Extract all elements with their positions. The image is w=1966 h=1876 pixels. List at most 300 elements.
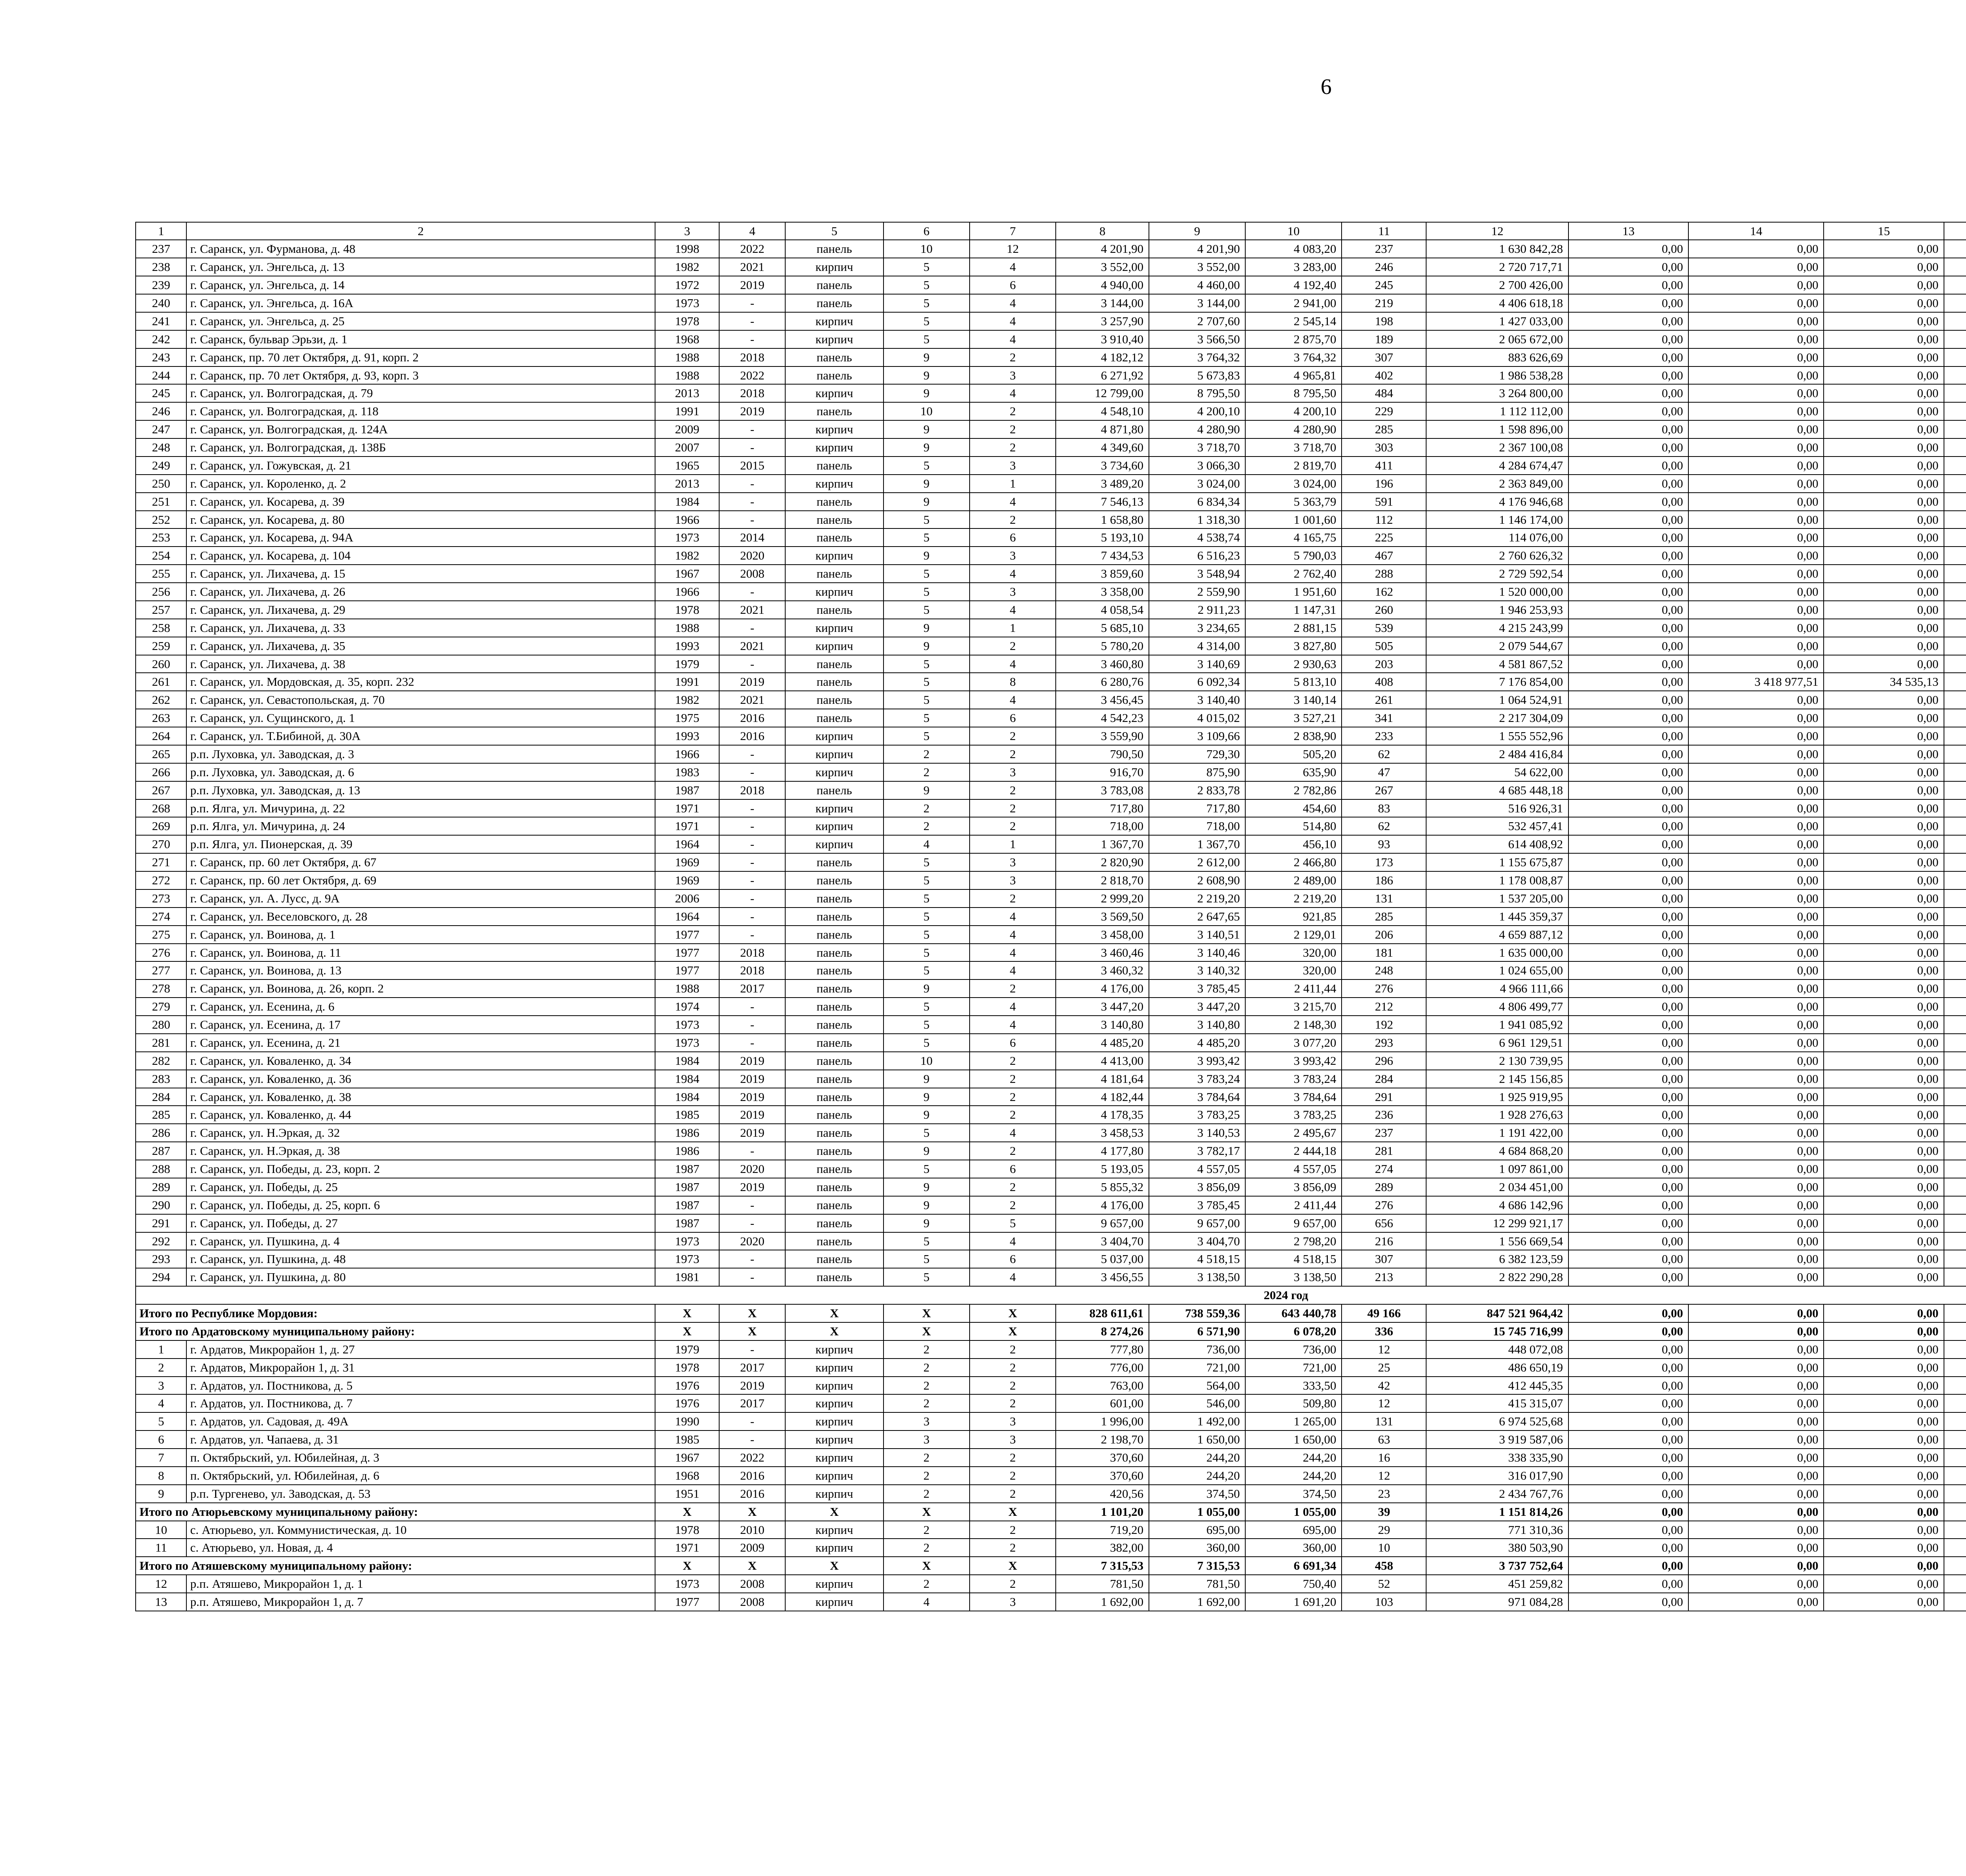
table-cell: 0,00 xyxy=(1568,511,1688,529)
table-cell: 4 177,80 xyxy=(1056,1142,1149,1160)
column-number: 3 xyxy=(655,222,719,240)
table-cell: 1 178 008,87 xyxy=(1426,871,1568,889)
table-cell: 2 xyxy=(884,1467,970,1485)
table-cell: 0,00 xyxy=(1688,1088,1824,1106)
table-cell: 1973 xyxy=(655,1575,719,1593)
table-row xyxy=(136,1539,1966,1557)
table-cell: 370,60 xyxy=(1056,1449,1149,1467)
table-cell: 258 xyxy=(136,619,186,637)
table-cell: 0,00 xyxy=(1568,1142,1688,1160)
address-cell: г. Саранск, ул. Воинова, д. 1 xyxy=(186,926,655,944)
table-cell: 6 xyxy=(970,1250,1056,1268)
table-cell: 54 622,00 xyxy=(1426,763,1568,781)
table-cell: 0,00 xyxy=(1688,348,1824,366)
table-cell: панель xyxy=(785,493,884,511)
table-cell: кирпич xyxy=(785,1394,884,1412)
table-cell: панель xyxy=(785,655,884,673)
table-cell: панель xyxy=(785,1196,884,1214)
table-cell: 288 xyxy=(1342,565,1426,583)
table-cell: 250 xyxy=(136,475,186,493)
table-cell: 1 986 538,28 xyxy=(1426,366,1568,385)
address-cell: с. Атюрьево, ул. Новая, д. 4 xyxy=(186,1539,655,1557)
table-cell: 0,00 xyxy=(1824,1124,1944,1142)
table-cell: 2 941,00 xyxy=(1245,294,1342,312)
table-cell: 2 xyxy=(970,1485,1056,1503)
table-cell: 5 xyxy=(884,944,970,962)
table-cell: 0,00 xyxy=(1568,420,1688,438)
table-cell: 0,00 xyxy=(1568,619,1688,637)
table-cell xyxy=(1944,944,1966,962)
subtotal-cell: X xyxy=(970,1304,1056,1322)
table-cell: 591 xyxy=(1342,493,1426,511)
table-cell xyxy=(1944,1034,1966,1052)
table-cell xyxy=(1944,475,1966,493)
table-cell: 1979 xyxy=(655,1340,719,1359)
table-cell: 374,50 xyxy=(1245,1485,1342,1503)
table-cell: - xyxy=(719,1196,785,1214)
table-cell: 4 xyxy=(970,1232,1056,1250)
table-cell: 291 xyxy=(136,1214,186,1232)
table-cell: 1 112 112,00 xyxy=(1426,402,1568,420)
table-cell xyxy=(1944,366,1966,385)
table-cell: 12 xyxy=(136,1575,186,1593)
table-cell: 261 xyxy=(136,673,186,691)
table-cell xyxy=(1944,1467,1966,1485)
table-cell xyxy=(1944,1593,1966,1611)
table-cell: кирпич xyxy=(785,1521,884,1539)
table-row xyxy=(136,1485,1966,1503)
table-cell: 34 535,13 xyxy=(1824,673,1944,691)
table-cell: 0,00 xyxy=(1568,926,1688,944)
table-cell: 2 xyxy=(970,348,1056,366)
table-row xyxy=(136,1088,1966,1106)
table-cell: 282 xyxy=(136,1052,186,1070)
table-cell: 3 xyxy=(970,366,1056,385)
subtotal-cell: X xyxy=(970,1503,1056,1521)
table-cell: 131 xyxy=(1342,889,1426,908)
table-cell: 0,00 xyxy=(1688,438,1824,457)
table-cell: 564,00 xyxy=(1149,1377,1245,1395)
table-cell: 0,00 xyxy=(1688,1142,1824,1160)
table-cell: 0,00 xyxy=(1568,402,1688,420)
table-cell: 4 542,23 xyxy=(1056,709,1149,727)
table-cell: 12 299 921,17 xyxy=(1426,1214,1568,1232)
table-cell: 3 024,00 xyxy=(1245,475,1342,493)
table-cell: 0,00 xyxy=(1568,1088,1688,1106)
table-cell: 2 782,86 xyxy=(1245,781,1342,799)
table-cell: 2 484 416,84 xyxy=(1426,745,1568,763)
table-cell: 0,00 xyxy=(1688,1016,1824,1034)
table-cell: 4 215 243,99 xyxy=(1426,619,1568,637)
table-cell: 1984 xyxy=(655,493,719,511)
table-cell: 0,00 xyxy=(1824,565,1944,583)
column-number: 15 xyxy=(1824,222,1944,240)
table-cell: 273 xyxy=(136,889,186,908)
table-cell: 2008 xyxy=(719,1575,785,1593)
table-cell: 2 xyxy=(884,745,970,763)
subtotal-cell xyxy=(1944,1503,1966,1521)
table-cell: 4 557,05 xyxy=(1149,1160,1245,1178)
table-cell: 0,00 xyxy=(1824,998,1944,1016)
table-cell: 2 xyxy=(970,1521,1056,1539)
table-cell xyxy=(1944,1575,1966,1593)
table-cell: 5 xyxy=(884,1232,970,1250)
table-cell: 1964 xyxy=(655,835,719,853)
table-cell xyxy=(1944,961,1966,979)
table-cell: 1976 xyxy=(655,1394,719,1412)
table-cell: 3 358,00 xyxy=(1056,583,1149,601)
table-cell: 5 xyxy=(884,565,970,583)
table-cell: 2 762,40 xyxy=(1245,565,1342,583)
table-cell: 3 418 977,51 xyxy=(1688,673,1824,691)
table-row xyxy=(136,240,1966,258)
table-cell: 3 559,90 xyxy=(1056,727,1149,745)
table-cell: 271 xyxy=(136,853,186,871)
year-label: 2024 год xyxy=(136,1286,1966,1304)
table-cell: 287 xyxy=(136,1142,186,1160)
table-cell: кирпич xyxy=(785,258,884,276)
table-cell: 1985 xyxy=(655,1430,719,1449)
subtotal-label: Итого по Республике Мордовия: xyxy=(136,1304,655,1322)
table-cell: 0,00 xyxy=(1824,619,1944,637)
table-cell: 12 xyxy=(1342,1394,1426,1412)
table-cell: 1974 xyxy=(655,998,719,1016)
table-cell: 1982 xyxy=(655,691,719,709)
table-cell: - xyxy=(719,889,785,908)
table-cell: 291 xyxy=(1342,1088,1426,1106)
table-cell: 2 612,00 xyxy=(1149,853,1245,871)
table-cell: 5 363,79 xyxy=(1245,493,1342,511)
address-cell: г. Ардатов, ул. Постникова, д. 5 xyxy=(186,1377,655,1395)
table-cell: 0,00 xyxy=(1824,1575,1944,1593)
table-cell: 1977 xyxy=(655,944,719,962)
table-cell: 294 xyxy=(136,1268,186,1286)
table-cell: 225 xyxy=(1342,528,1426,547)
table-cell: 0,00 xyxy=(1688,402,1824,420)
table-cell xyxy=(1944,1268,1966,1286)
table-cell: 2021 xyxy=(719,258,785,276)
table-cell: 1 598 896,00 xyxy=(1426,420,1568,438)
table-cell: 333,50 xyxy=(1245,1377,1342,1395)
table-cell: 255 xyxy=(136,565,186,583)
table-cell: 3 784,64 xyxy=(1149,1088,1245,1106)
table-cell: 456,10 xyxy=(1245,835,1342,853)
table-cell: 1 265,00 xyxy=(1245,1412,1342,1430)
table-cell: 1 367,70 xyxy=(1056,835,1149,853)
table-cell: 229 xyxy=(1342,402,1426,420)
table-cell xyxy=(1944,402,1966,420)
table-cell: 0,00 xyxy=(1824,1160,1944,1178)
table-cell: - xyxy=(719,655,785,673)
table-cell: 0,00 xyxy=(1824,601,1944,619)
table-cell: 2 xyxy=(970,1539,1056,1557)
table-cell: 2 217 304,09 xyxy=(1426,709,1568,727)
table-cell: 2008 xyxy=(719,1593,785,1611)
subtotal-cell: X xyxy=(785,1503,884,1521)
table-cell: 276 xyxy=(1342,1196,1426,1214)
table-cell: 2 608,90 xyxy=(1149,871,1245,889)
table-cell: 4 538,74 xyxy=(1149,528,1245,547)
table-cell: 3 566,50 xyxy=(1149,330,1245,348)
table-cell: 486 650,19 xyxy=(1426,1359,1568,1377)
table-cell: 9 xyxy=(884,420,970,438)
table-cell: 0,00 xyxy=(1824,1142,1944,1160)
table-cell: 1967 xyxy=(655,565,719,583)
table-cell: 260 xyxy=(136,655,186,673)
table-cell: 9 xyxy=(884,1196,970,1214)
table-cell: 2022 xyxy=(719,366,785,385)
table-cell xyxy=(1944,763,1966,781)
table-cell: 2 065 672,00 xyxy=(1426,330,1568,348)
table-cell: 9 xyxy=(884,979,970,998)
table-cell: 1 xyxy=(970,475,1056,493)
table-cell: 0,00 xyxy=(1824,366,1944,385)
table-cell: 0,00 xyxy=(1824,1196,1944,1214)
table-cell: 4 xyxy=(970,1016,1056,1034)
table-cell: 1 928 276,63 xyxy=(1426,1106,1568,1124)
housing-repair-table xyxy=(135,222,1966,1611)
table-cell: 0,00 xyxy=(1568,1106,1688,1124)
table-cell: 2009 xyxy=(719,1539,785,1557)
table-cell: кирпич xyxy=(785,637,884,655)
table-cell: 2013 xyxy=(655,475,719,493)
table-cell: 8 795,50 xyxy=(1149,384,1245,402)
table-cell: 192 xyxy=(1342,1016,1426,1034)
subtotal-cell: 15 745 716,99 xyxy=(1426,1322,1568,1340)
table-cell: 2 xyxy=(970,1449,1056,1467)
table-cell: 4 xyxy=(970,961,1056,979)
table-cell: 246 xyxy=(1342,258,1426,276)
table-cell: - xyxy=(719,420,785,438)
subtotal-cell: 1 151 814,26 xyxy=(1426,1503,1568,1521)
table-cell: 2017 xyxy=(719,979,785,998)
table-cell: 9 xyxy=(884,475,970,493)
table-cell: 0,00 xyxy=(1824,1449,1944,1467)
column-number: 8 xyxy=(1056,222,1149,240)
table-row xyxy=(136,1359,1966,1377)
table-cell: 2021 xyxy=(719,637,785,655)
table-cell: 2 911,23 xyxy=(1149,601,1245,619)
table-cell: 0,00 xyxy=(1568,835,1688,853)
table-cell: 0,00 xyxy=(1688,871,1824,889)
table-cell: 0,00 xyxy=(1824,294,1944,312)
table-cell: - xyxy=(719,908,785,926)
table-cell: 0,00 xyxy=(1568,457,1688,475)
address-cell: г. Саранск, ул. Энгельса, д. 25 xyxy=(186,312,655,330)
address-cell: г. Саранск, ул. Коваленко, д. 34 xyxy=(186,1052,655,1070)
table-cell: 245 xyxy=(1342,276,1426,294)
table-cell: 3 734,60 xyxy=(1056,457,1149,475)
table-cell: 4 349,60 xyxy=(1056,438,1149,457)
table-cell: 9 xyxy=(884,493,970,511)
table-cell: 5 xyxy=(884,601,970,619)
column-number: 13 xyxy=(1568,222,1688,240)
table-cell: 3 140,53 xyxy=(1149,1124,1245,1142)
table-cell: 3 404,70 xyxy=(1149,1232,1245,1250)
subtotal-cell: 336 xyxy=(1342,1322,1426,1340)
subtotal-cell: 643 440,78 xyxy=(1245,1304,1342,1322)
table-cell: 244,20 xyxy=(1245,1467,1342,1485)
table-row xyxy=(136,457,1966,475)
table-row xyxy=(136,348,1966,366)
table-cell: 4 201,90 xyxy=(1149,240,1245,258)
table-cell: 0,00 xyxy=(1688,1232,1824,1250)
table-cell: 2 818,70 xyxy=(1056,871,1149,889)
table-cell: 62 xyxy=(1342,745,1426,763)
table-cell: кирпич xyxy=(785,312,884,330)
table-cell: 736,00 xyxy=(1149,1340,1245,1359)
table-cell: 63 xyxy=(1342,1430,1426,1449)
table-cell xyxy=(1944,1232,1966,1250)
subtotal-cell: 0,00 xyxy=(1824,1322,1944,1340)
table-cell: 4 280,90 xyxy=(1245,420,1342,438)
table-cell: 0,00 xyxy=(1688,601,1824,619)
table-row xyxy=(136,709,1966,727)
table-cell: панель xyxy=(785,979,884,998)
table-cell: 0,00 xyxy=(1568,853,1688,871)
table-cell: 2017 xyxy=(719,1394,785,1412)
table-cell: 3 140,69 xyxy=(1149,655,1245,673)
table-cell: 3 785,45 xyxy=(1149,979,1245,998)
table-cell xyxy=(1944,1016,1966,1034)
table-cell: 2 xyxy=(884,1539,970,1557)
table-cell: панель xyxy=(785,601,884,619)
table-cell: 0,00 xyxy=(1688,1196,1824,1214)
table-cell: 5 xyxy=(884,889,970,908)
table-cell: панель xyxy=(785,853,884,871)
table-cell: 47 xyxy=(1342,763,1426,781)
table-cell: 4 xyxy=(970,258,1056,276)
address-cell: г. Саранск, ул. Воинова, д. 13 xyxy=(186,961,655,979)
subtotal-cell: 39 xyxy=(1342,1503,1426,1521)
table-cell: 2 xyxy=(970,727,1056,745)
table-cell: кирпич xyxy=(785,619,884,637)
address-cell: г. Саранск, ул. Гожувская, д. 21 xyxy=(186,457,655,475)
table-row xyxy=(136,1340,1966,1359)
table-cell: - xyxy=(719,493,785,511)
table-cell: панель xyxy=(785,889,884,908)
table-cell: 338 335,90 xyxy=(1426,1449,1568,1467)
subtotal-cell: 6 078,20 xyxy=(1245,1322,1342,1340)
table-cell: 0,00 xyxy=(1824,384,1944,402)
table-cell: 1991 xyxy=(655,402,719,420)
table-cell: 1973 xyxy=(655,1016,719,1034)
table-cell: 206 xyxy=(1342,926,1426,944)
subtotal-cell: X xyxy=(655,1322,719,1340)
table-row xyxy=(136,312,1966,330)
table-cell: 1 147,31 xyxy=(1245,601,1342,619)
table-cell: 0,00 xyxy=(1688,709,1824,727)
table-cell: 0,00 xyxy=(1688,1449,1824,1467)
table-cell: 5 685,10 xyxy=(1056,619,1149,637)
address-cell: р.п. Атяшево, Микрорайон 1, д. 1 xyxy=(186,1575,655,1593)
table-row xyxy=(136,979,1966,998)
table-cell: 2 034 451,00 xyxy=(1426,1178,1568,1196)
table-cell: 3 215,70 xyxy=(1245,998,1342,1016)
table-cell: 3 552,00 xyxy=(1149,258,1245,276)
table-cell xyxy=(1944,835,1966,853)
table-cell: 254 xyxy=(136,547,186,565)
page-number: 6 xyxy=(1320,75,1332,99)
table-cell: 289 xyxy=(136,1178,186,1196)
table-cell: 275 xyxy=(136,926,186,944)
table-cell: 2 875,70 xyxy=(1245,330,1342,348)
table-cell: 4 182,12 xyxy=(1056,348,1149,366)
table-cell: 0,00 xyxy=(1824,583,1944,601)
table-cell: 1987 xyxy=(655,1196,719,1214)
table-row xyxy=(136,727,1966,745)
address-cell: г. Саранск, пр. 70 лет Октября, д. 91, корп. 2 xyxy=(186,348,655,366)
table-cell: 2 434 767,76 xyxy=(1426,1485,1568,1503)
table-cell: панель xyxy=(785,1142,884,1160)
table-cell: 3 234,65 xyxy=(1149,619,1245,637)
table-cell: 2 xyxy=(970,1340,1056,1359)
table-cell xyxy=(1944,1142,1966,1160)
table-row xyxy=(136,1593,1966,1611)
table-cell: 614 408,92 xyxy=(1426,835,1568,853)
table-cell: 0,00 xyxy=(1688,258,1824,276)
table-cell xyxy=(1944,493,1966,511)
table-cell: 274 xyxy=(1342,1160,1426,1178)
address-cell: р.п. Ялга, ул. Мичурина, д. 24 xyxy=(186,817,655,835)
table-cell: 2 xyxy=(970,420,1056,438)
subtotal-label: Итого по Атяшевскому муниципальному району: xyxy=(136,1557,655,1575)
year-separator-row xyxy=(136,1286,1966,1304)
subtotal-cell: 7 315,53 xyxy=(1149,1557,1245,1575)
table-cell: 0,00 xyxy=(1568,1575,1688,1593)
table-cell: 4 xyxy=(970,312,1056,330)
table-cell: 3 456,45 xyxy=(1056,691,1149,709)
table-cell: 12 xyxy=(1342,1467,1426,1485)
table-cell: 0,00 xyxy=(1568,817,1688,835)
table-row xyxy=(136,1412,1966,1430)
table-cell: 0,00 xyxy=(1688,1485,1824,1503)
table-cell: 5 xyxy=(884,294,970,312)
table-cell: 2016 xyxy=(719,727,785,745)
table-cell: 1978 xyxy=(655,1521,719,1539)
table-cell: 4 xyxy=(970,998,1056,1016)
table-cell: 1977 xyxy=(655,1593,719,1611)
table-cell: 1 996,00 xyxy=(1056,1412,1149,1430)
table-cell: 0,00 xyxy=(1568,727,1688,745)
table-cell: 0,00 xyxy=(1568,745,1688,763)
subtotal-cell: X xyxy=(719,1557,785,1575)
table-cell: 93 xyxy=(1342,835,1426,853)
table-cell: 1973 xyxy=(655,1232,719,1250)
table-cell: 237 xyxy=(1342,240,1426,258)
table-row xyxy=(136,583,1966,601)
table-cell: 6 974 525,68 xyxy=(1426,1412,1568,1430)
table-row xyxy=(136,944,1966,962)
table-cell: 3 xyxy=(970,871,1056,889)
table-row xyxy=(136,402,1966,420)
table-cell: 360,00 xyxy=(1245,1539,1342,1557)
table-cell: 5 xyxy=(884,853,970,871)
subtotal-cell: 847 521 964,42 xyxy=(1426,1304,1568,1322)
subtotal-row xyxy=(136,1503,1966,1521)
table-cell: 131 xyxy=(1342,1412,1426,1430)
table-cell: 0,00 xyxy=(1824,475,1944,493)
table-cell: 278 xyxy=(136,979,186,998)
table-cell: 0,00 xyxy=(1824,457,1944,475)
table-cell: панель xyxy=(785,781,884,799)
table-cell: 2 xyxy=(884,799,970,817)
table-cell: 4 485,20 xyxy=(1149,1034,1245,1052)
table-cell: 0,00 xyxy=(1568,709,1688,727)
table-cell: 303 xyxy=(1342,438,1426,457)
table-cell: - xyxy=(719,1340,785,1359)
table-cell: кирпич xyxy=(785,835,884,853)
